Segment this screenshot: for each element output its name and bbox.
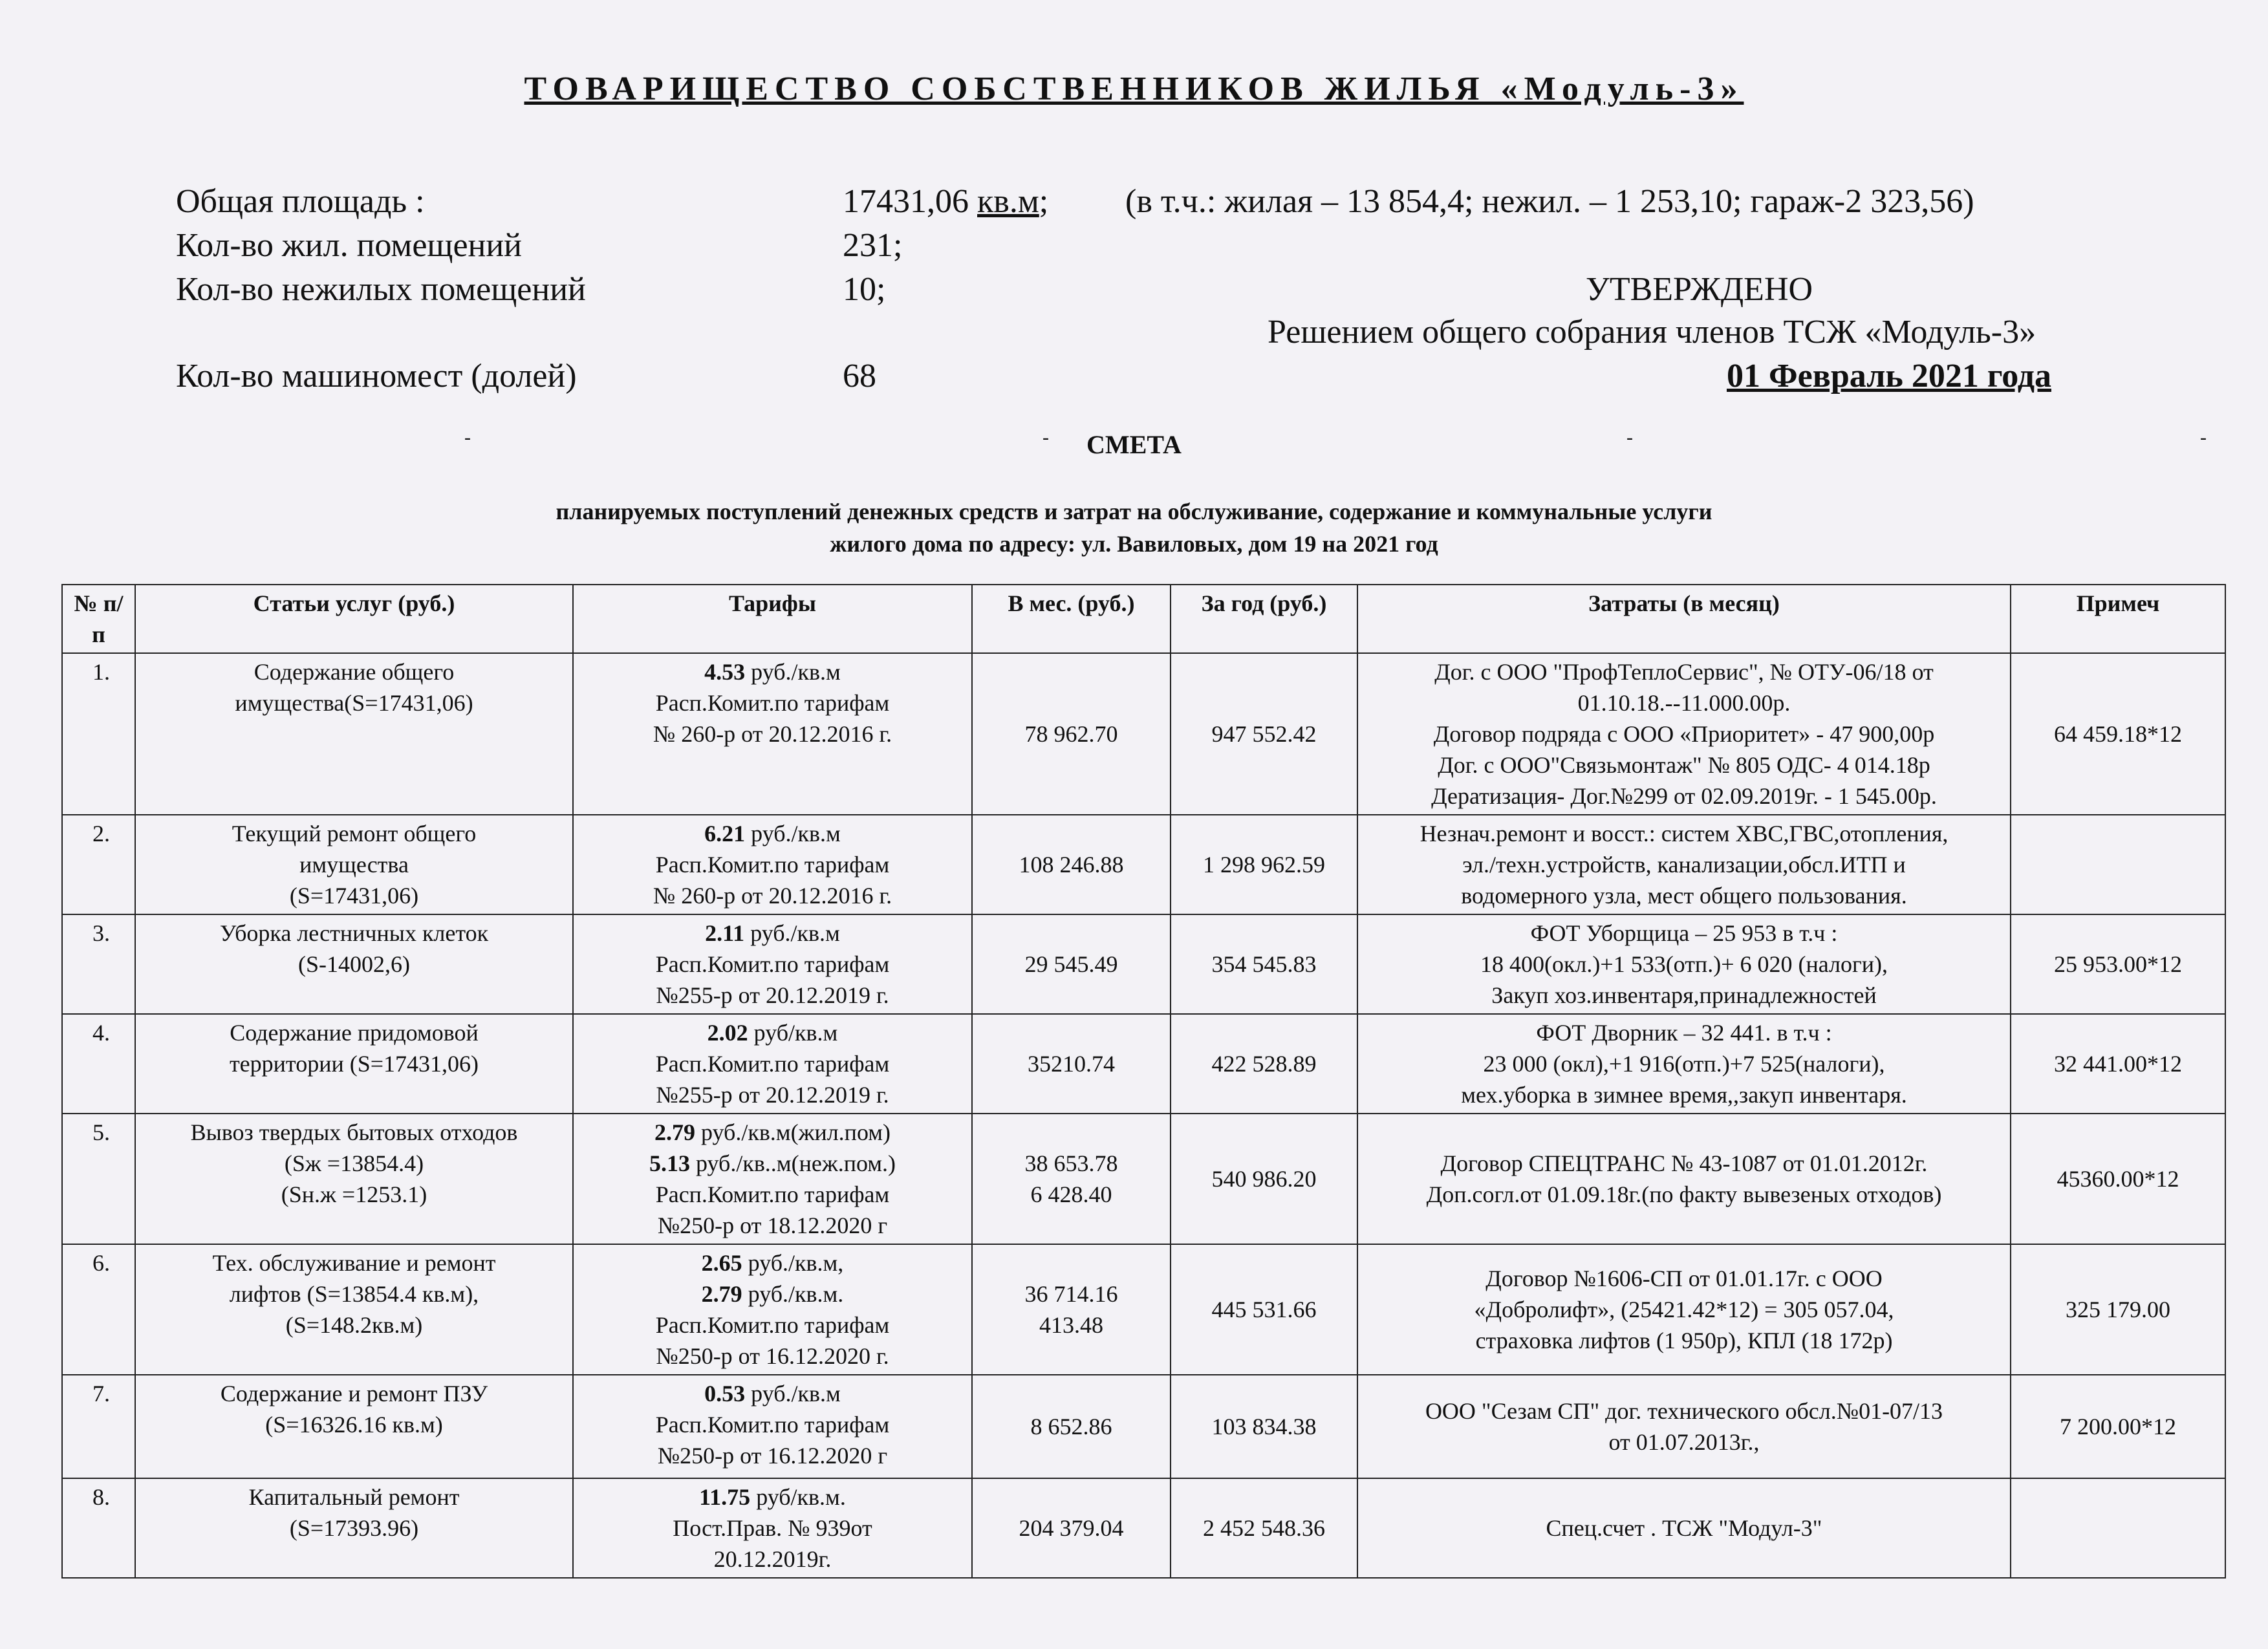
- total-area-note: (в т.ч.: жилая – 13 854,4; нежил. – 1 253,10; гараж-2 323,56): [1125, 183, 1974, 220]
- approval-date: 01 Февраль 2021 года: [1727, 358, 2051, 394]
- service-line: (Sн.ж =1253.1): [281, 1181, 427, 1207]
- tariff-rate: [580, 656, 965, 687]
- costs-line: ФОТ Дворник – 32 441. в т.ч :: [1536, 1020, 1832, 1046]
- total-area-semicolon: ;: [1039, 183, 1049, 220]
- year-cell: 445 531.66: [1171, 1244, 1357, 1375]
- year-cell: 354 545.83: [1171, 914, 1357, 1014]
- tariff-unit: руб/кв.м: [748, 1020, 838, 1046]
- service-line: Текущий ремонт общего: [232, 821, 477, 846]
- total-area-number: 17431,06: [843, 183, 969, 220]
- dash-mark: -: [2200, 427, 2207, 448]
- month-cell: [972, 914, 1171, 1014]
- costs-line: Договор №1606-СП от 01.01.17г. с ООО: [1485, 1266, 1883, 1291]
- month-value: 204 379.04: [1019, 1515, 1124, 1541]
- smeta-table: [61, 584, 2226, 1579]
- service-line: территории (S=17431,06): [229, 1051, 479, 1077]
- service-line: (S=17393.96): [289, 1515, 419, 1541]
- table-row: [62, 914, 2225, 1014]
- month-cell: [972, 1478, 1171, 1578]
- approved-label: УТВЕРЖДЕНО: [1586, 271, 1813, 308]
- tariff-unit: руб./кв.м: [745, 659, 841, 685]
- service-cell: [135, 1114, 573, 1244]
- tariff-rate-2: [580, 1148, 965, 1179]
- dash-mark: -: [464, 427, 471, 448]
- service-line: Содержание общего: [254, 659, 455, 685]
- costs-cell: [1357, 1114, 2011, 1244]
- tariff-unit: руб./кв..м(неж.пом.): [689, 1150, 896, 1176]
- table-header-row: [62, 585, 2225, 653]
- tariff-rate: [580, 1482, 965, 1513]
- tariff-unit: руб/кв.м.: [750, 1484, 846, 1510]
- tariff-unit: руб./кв.м(жил.пом): [695, 1119, 891, 1145]
- smeta-title: СМЕТА: [1086, 430, 1182, 459]
- tariff-basis-line: Расп.Комит.по тарифам: [655, 951, 890, 977]
- table-body: [62, 653, 2225, 1578]
- tariff-value: 2.65: [701, 1250, 742, 1276]
- header-costs: Затраты (в месяц): [1357, 585, 2011, 653]
- tariff-cell: [573, 1014, 972, 1114]
- costs-cell: [1357, 1478, 2011, 1578]
- service-cell: [135, 815, 573, 914]
- month-value: 38 653.78: [1024, 1150, 1118, 1176]
- service-line: Тех. обслуживание и ремонт: [212, 1250, 496, 1276]
- tariff-rate-2: [580, 1278, 965, 1310]
- tariff-unit: руб./кв.м: [745, 821, 841, 846]
- costs-line: ФОТ Уборщица – 25 953 в т.ч :: [1530, 920, 1838, 946]
- costs-line: 01.10.18.--11.000.00р.: [1577, 690, 1791, 716]
- row-number: 1.: [62, 653, 135, 815]
- year-cell: 422 528.89: [1171, 1014, 1357, 1114]
- row-number: 6.: [62, 1244, 135, 1375]
- tariff-basis-line: Расп.Комит.по тарифам: [655, 1181, 890, 1207]
- tariff-rate: [580, 1247, 965, 1278]
- costs-cell: [1357, 815, 2011, 914]
- service-line: Содержание и ремонт ПЗУ: [220, 1381, 488, 1406]
- tariff-basis-line: № 260-р от 20.12.2016 г.: [653, 721, 892, 747]
- table-row: [62, 653, 2225, 815]
- tariff-value: 5.13: [649, 1150, 690, 1176]
- month-value: 35210.74: [1028, 1051, 1115, 1077]
- note-cell: 325 179.00: [2011, 1244, 2225, 1375]
- smeta-subtitle-line2: жилого дома по адресу: ул. Вавиловых, дом 19 на 2021 год: [830, 531, 1438, 557]
- tariff-rate: [580, 1378, 965, 1409]
- tariff-cell: [573, 1375, 972, 1478]
- table-row: [62, 1244, 2225, 1375]
- table-row: [62, 815, 2225, 914]
- tariff-value: 2.79: [701, 1281, 742, 1307]
- table-row: [62, 1478, 2225, 1578]
- tariff-value: 4.53: [704, 659, 746, 685]
- year-cell: 2 452 548.36: [1171, 1478, 1357, 1578]
- tariff-cell: [573, 1114, 972, 1244]
- service-line: Содержание придомовой: [230, 1020, 479, 1046]
- nonresidential-rooms-value: 10;: [843, 271, 886, 308]
- costs-line: Закуп хоз.инвентаря,принадлежностей: [1491, 982, 1877, 1008]
- costs-line: водомерного узла, мест общего пользования.: [1461, 883, 1907, 909]
- service-cell: [135, 1478, 573, 1578]
- tariff-value: 11.75: [699, 1484, 751, 1510]
- service-cell: [135, 1375, 573, 1478]
- month-cell: [972, 1014, 1171, 1114]
- note-cell: [2011, 1478, 2225, 1578]
- header-service: Статьи услуг (руб.): [135, 585, 573, 653]
- costs-cell: [1357, 1244, 2011, 1375]
- tariff-cell: [573, 815, 972, 914]
- note-cell: 7 200.00*12: [2011, 1375, 2225, 1478]
- tariff-basis-line: №250-р от 16.12.2020 г.: [656, 1343, 889, 1369]
- note-cell: 25 953.00*12: [2011, 914, 2225, 1014]
- parking-value: 68: [843, 358, 876, 394]
- tariff-rate: [580, 1117, 965, 1148]
- parking-label: Кол-во машиномест (долей): [176, 358, 577, 394]
- document-title: ТОВАРИЩЕСТВО СОБСТВЕННИКОВ ЖИЛЬЯ «Модуль-3»: [524, 70, 1744, 107]
- note-cell: 45360.00*12: [2011, 1114, 2225, 1244]
- service-line: (S=17431,06): [289, 883, 419, 909]
- table-row: [62, 1114, 2225, 1244]
- tariff-basis-line: Расп.Комит.по тарифам: [655, 690, 890, 716]
- total-area-label: Общая площадь :: [176, 183, 425, 220]
- month-cell: [972, 1114, 1171, 1244]
- table-row: [62, 1375, 2225, 1478]
- costs-line: 23 000 (окл),+1 916(отп.)+7 525(налоги),: [1483, 1051, 1885, 1077]
- costs-line: Договор СПЕЦТРАНС № 43-1087 от 01.01.2012г.: [1440, 1150, 1928, 1176]
- costs-cell: [1357, 653, 2011, 815]
- service-cell: [135, 653, 573, 815]
- service-line: Вывоз твердых бытовых отходов: [190, 1119, 518, 1145]
- residential-rooms-value: 231;: [843, 227, 903, 264]
- month-value: 108 246.88: [1019, 852, 1124, 878]
- month-value: 413.48: [1039, 1312, 1103, 1338]
- costs-line: от 01.07.2013г.,: [1608, 1429, 1760, 1455]
- row-number: 4.: [62, 1014, 135, 1114]
- tariff-value: 6.21: [704, 821, 746, 846]
- service-line: (S=16326.16 кв.м): [265, 1412, 443, 1438]
- tariff-cell: [573, 1478, 972, 1578]
- service-line: Уборка лестничных клеток: [219, 920, 489, 946]
- residential-rooms-label: Кол-во жил. помещений: [176, 227, 523, 264]
- approval-decision: Решением общего собрания членов ТСЖ «Модуль-3»: [1268, 314, 2036, 350]
- costs-cell: [1357, 914, 2011, 1014]
- tariff-rate: [580, 918, 965, 949]
- tariff-cell: [573, 1244, 972, 1375]
- costs-line: ООО "Сезам СП" дог. технического обсл.№01-07/13: [1425, 1398, 1943, 1424]
- dash-mark: -: [1626, 427, 1633, 448]
- service-line: (Sж =13854.4): [284, 1150, 424, 1176]
- row-number: 2.: [62, 815, 135, 914]
- month-value: 8 652.86: [1030, 1414, 1112, 1439]
- tariff-unit: руб./кв.м: [744, 920, 840, 946]
- tariff-basis-line: № 260-р от 20.12.2016 г.: [653, 883, 892, 909]
- tariff-rate: [580, 1017, 965, 1048]
- tariff-basis-line: №250-р от 16.12.2020 г: [657, 1443, 888, 1469]
- costs-cell: [1357, 1014, 2011, 1114]
- service-line: (S=148.2кв.м): [285, 1312, 423, 1338]
- tariff-unit: руб./кв.м.: [742, 1281, 844, 1307]
- dash-mark: -: [1042, 427, 1049, 448]
- tariff-rate: [580, 818, 965, 849]
- tariff-cell: [573, 914, 972, 1014]
- row-number: 8.: [62, 1478, 135, 1578]
- service-cell: [135, 914, 573, 1014]
- costs-line: эл./техн.устройств, канализации,обсл.ИТП и: [1462, 852, 1906, 878]
- service-line: имущества(S=17431,06): [235, 690, 473, 716]
- tariff-basis-line: №255-р от 20.12.2019 г.: [656, 982, 889, 1008]
- costs-line: Дог. с ООО"Связьмонтаж" № 805 ОДС- 4 014.18р: [1438, 752, 1930, 778]
- month-value: 29 545.49: [1024, 951, 1118, 977]
- tariff-basis-line: Расп.Комит.по тарифам: [655, 1412, 890, 1438]
- costs-line: Дог. с ООО "ПрофТеплоСервис", № ОТУ-06/18 от: [1434, 659, 1934, 685]
- nonresidential-rooms-label: Кол-во нежилых помещений: [176, 271, 586, 308]
- tariff-basis-line: Расп.Комит.по тарифам: [655, 1312, 890, 1338]
- costs-line: Дератизация- Дог.№299 от 02.09.2019г. - 1 545.00р.: [1431, 783, 1937, 809]
- month-value: 6 428.40: [1030, 1181, 1112, 1207]
- smeta-subtitle-line1: планируемых поступлений денежных средств и затрат на обслуживание, содержание и коммунальные услуги: [556, 499, 1712, 524]
- total-area-value: [843, 182, 1048, 221]
- tariff-basis-line: Расп.Комит.по тарифам: [655, 852, 890, 878]
- service-line: (S-14002,6): [298, 951, 410, 977]
- year-cell: 947 552.42: [1171, 653, 1357, 815]
- tariff-value: 0.53: [704, 1381, 746, 1406]
- costs-cell: [1357, 1375, 2011, 1478]
- month-value: 36 714.16: [1024, 1281, 1118, 1307]
- tariff-unit: руб./кв.м,: [742, 1250, 844, 1276]
- service-line: лифтов (S=13854.4 кв.м),: [229, 1281, 479, 1307]
- tariff-value: 2.02: [707, 1020, 748, 1046]
- tariff-basis-line: Расп.Комит.по тарифам: [655, 1051, 890, 1077]
- service-line: имущества: [299, 852, 409, 878]
- month-cell: [972, 815, 1171, 914]
- smeta-subtitle: [0, 495, 2268, 560]
- service-cell: [135, 1014, 573, 1114]
- tariff-basis-line: №250-р от 18.12.2020 г: [657, 1212, 888, 1238]
- tariff-basis-line: 20.12.2019г.: [713, 1546, 832, 1572]
- header-num: № п/п: [62, 585, 135, 653]
- costs-line: страховка лифтов (1 950р), КПЛ (18 172р): [1475, 1328, 1893, 1353]
- tariff-cell: [573, 653, 972, 815]
- costs-line: «Добролифт», (25421.42*12) = 305 057.04,: [1474, 1297, 1894, 1322]
- costs-line: Спец.счет . ТСЖ "Модул-3": [1546, 1515, 1822, 1541]
- month-cell: [972, 1375, 1171, 1478]
- service-line: Капитальный ремонт: [248, 1484, 460, 1510]
- year-cell: 103 834.38: [1171, 1375, 1357, 1478]
- row-number: 5.: [62, 1114, 135, 1244]
- header-year: За год (руб.): [1171, 585, 1357, 653]
- year-cell: 540 986.20: [1171, 1114, 1357, 1244]
- table-row: [62, 1014, 2225, 1114]
- costs-line: Незнач.ремонт и восст.: систем ХВС,ГВС,отопления,: [1420, 821, 1949, 846]
- total-area-unit: кв.м: [977, 183, 1039, 220]
- tariff-basis-line: №255-р от 20.12.2019 г.: [656, 1082, 889, 1108]
- costs-line: мех.уборка в зимнее время,,закуп инвентаря.: [1461, 1082, 1907, 1108]
- service-cell: [135, 1244, 573, 1375]
- row-number: 3.: [62, 914, 135, 1014]
- tariff-unit: руб./кв.м: [745, 1381, 841, 1406]
- note-cell: 32 441.00*12: [2011, 1014, 2225, 1114]
- header-note: Примеч: [2011, 585, 2225, 653]
- year-cell: 1 298 962.59: [1171, 815, 1357, 914]
- header-month: В мес. (руб.): [972, 585, 1171, 653]
- header-tariff: Тарифы: [573, 585, 972, 653]
- costs-line: Договор подряда с ООО «Приоритет» - 47 900,00р: [1433, 721, 1935, 747]
- month-cell: [972, 653, 1171, 815]
- note-cell: [2011, 815, 2225, 914]
- tariff-value: 2.11: [705, 920, 745, 946]
- row-number: 7.: [62, 1375, 135, 1478]
- month-cell: [972, 1244, 1171, 1375]
- month-value: 78 962.70: [1024, 721, 1118, 747]
- note-cell: 64 459.18*12: [2011, 653, 2225, 815]
- tariff-value: 2.79: [654, 1119, 695, 1145]
- tariff-basis-line: Пост.Прав. № 939от: [673, 1515, 872, 1541]
- costs-line: Доп.согл.от 01.09.18г.(по факту вывезеных отходов): [1426, 1181, 1942, 1207]
- costs-line: 18 400(окл.)+1 533(отп.)+ 6 020 (налоги),: [1480, 951, 1888, 977]
